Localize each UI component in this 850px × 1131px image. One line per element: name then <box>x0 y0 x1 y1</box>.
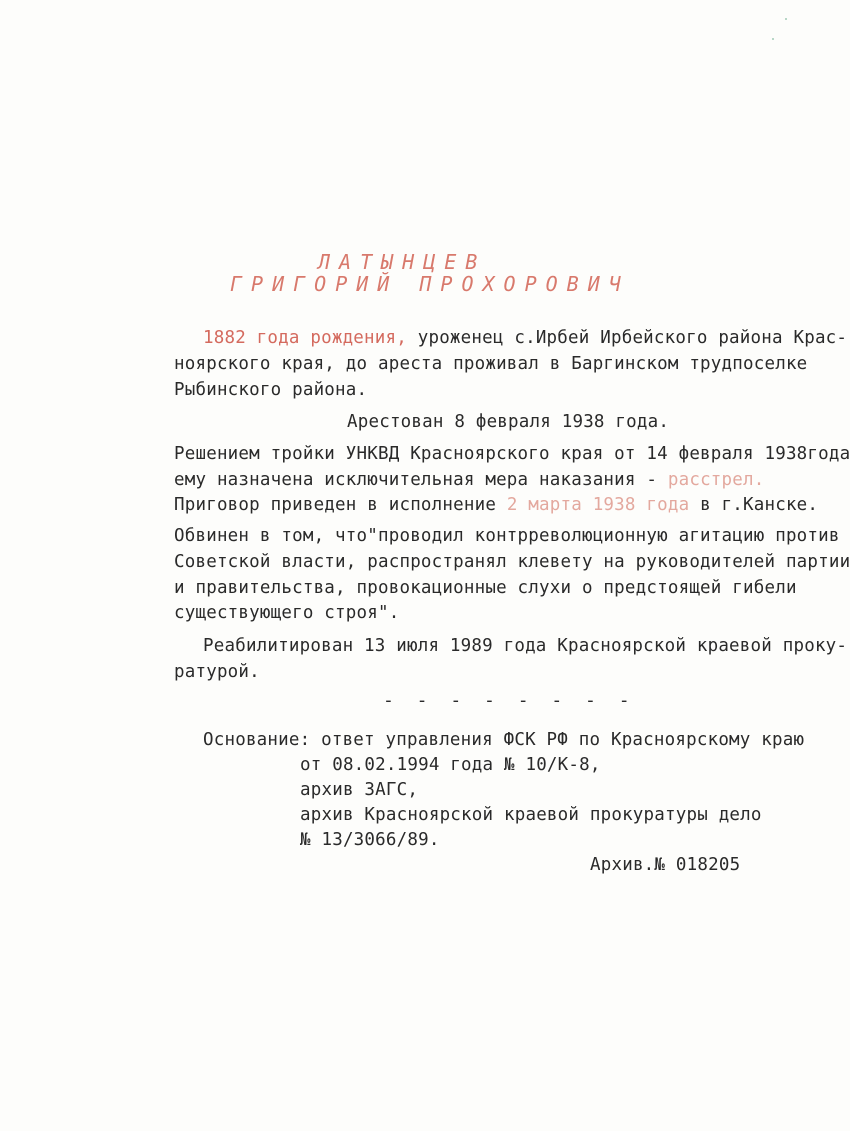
basis-line-4: архив Красноярской краевой прокуратуры дело <box>300 805 762 825</box>
execution-date: 2 марта 1938 года <box>506 495 690 515</box>
accusation-line-3: и правительства, провокационные слухи о предстоящей гибели <box>174 578 797 598</box>
archive-number: Архив.№ 018205 <box>590 855 741 875</box>
arrest-line: Арестован 8 февраля 1938 года. <box>347 412 670 432</box>
accusation-line-2: Советской власти, распространял клевету на руководителей партии <box>174 552 850 572</box>
bio-line-1-rest: уроженец с.Ирбей Ирбейского района Крас- <box>406 328 848 348</box>
sentence-line-3 <box>174 493 818 517</box>
bio-line-1 <box>203 326 847 350</box>
bio-line-2: ноярского края, до ареста проживал в Баргинском трудпоселке <box>174 354 808 374</box>
sentence-line-1: Решением тройки УНКВД Красноярского края от 14 февраля 1938года <box>174 444 850 464</box>
paper-speck <box>785 18 787 20</box>
person-name: ГРИГОРИЙ ПРОХОРОВИЧ <box>230 272 630 296</box>
paper-speck <box>772 38 774 40</box>
accusation-line-4: существующего строя". <box>174 603 400 623</box>
sentence-line-2 <box>174 468 764 492</box>
basis-line-3: архив ЗАГС, <box>300 780 419 800</box>
rehab-line-2: ратурой. <box>174 662 260 682</box>
rehab-line-1: Реабилитирован 13 июля 1989 года Красноярской краевой проку- <box>203 636 848 656</box>
bio-line-3: Рыбинского района. <box>174 380 368 400</box>
basis-line-1: Основание: ответ управления ФСК РФ по Красноярскому краю <box>203 730 805 750</box>
birth-year: 1882 года рождения, <box>203 328 407 348</box>
person-surname: ЛАТЫНЦЕВ <box>318 250 487 274</box>
accusation-line-1: Обвинен в том, что"проводил контрреволюционную агитацию против <box>174 526 840 546</box>
sentence-verdict: расстрел. <box>667 470 765 490</box>
basis-line-2: от 08.02.1994 года № 10/К-8, <box>300 755 601 775</box>
sentence-line-3-text: Приговор приведен в исполнение <box>174 495 507 515</box>
basis-line-5: № 13/3066/89. <box>300 830 440 850</box>
separator-line: - - - - - - - - <box>383 690 636 711</box>
sentence-line-3-place: в г.Канске. <box>689 495 819 515</box>
sentence-line-2-text: ему назначена исключительная мера наказания - <box>174 470 668 490</box>
